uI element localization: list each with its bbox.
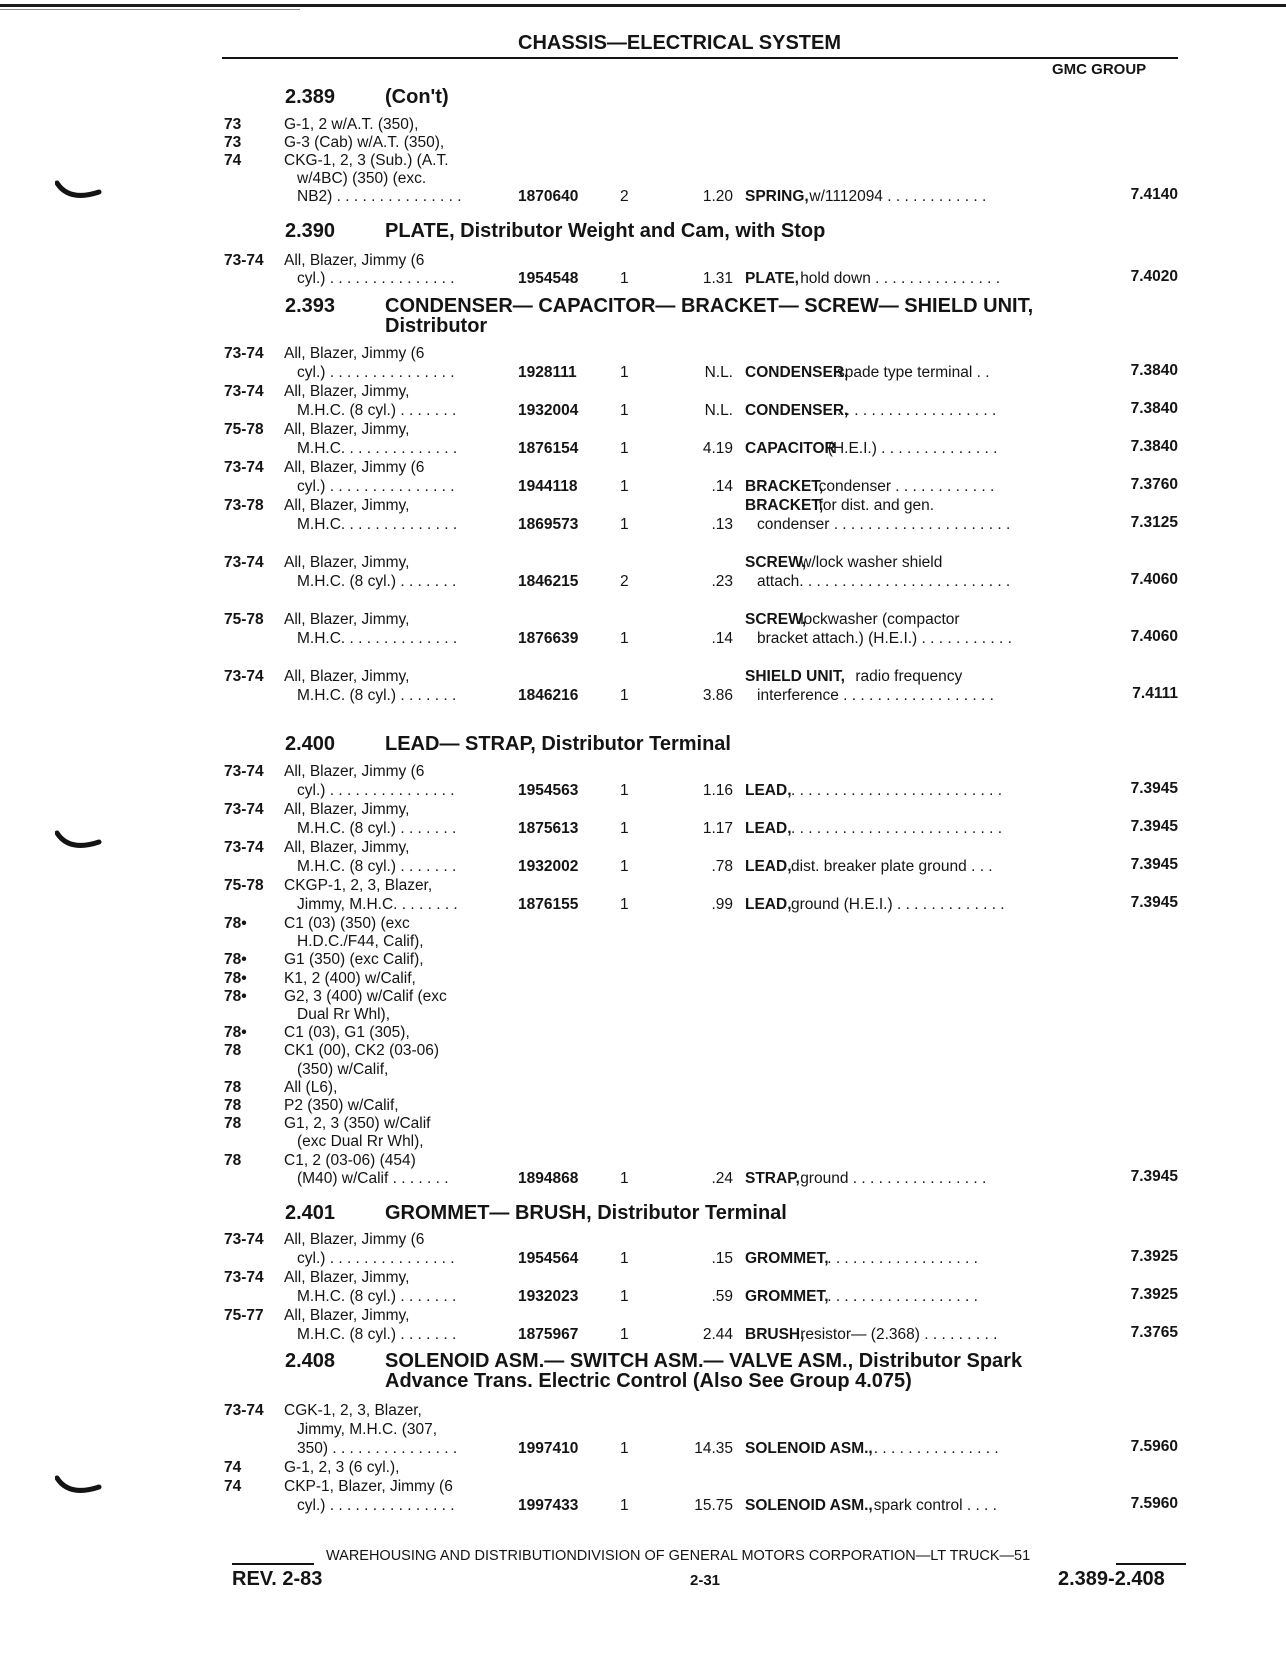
model-year: 73 <box>224 134 242 151</box>
model-year: 73-74 <box>224 1402 264 1419</box>
application-text: All, Blazer, Jimmy, <box>284 497 410 514</box>
application-text: All, Blazer, Jimmy (6 <box>284 252 425 269</box>
part-number: 1875613 <box>518 820 579 837</box>
application-text: All, Blazer, Jimmy (6 <box>284 763 425 780</box>
quantity: 1 <box>620 896 629 913</box>
quantity: 1 <box>620 440 629 457</box>
model-year: 73-74 <box>224 554 264 571</box>
reference-number: 7.3840 <box>1130 400 1178 417</box>
model-year: 73-74 <box>224 801 264 818</box>
part-number: 1876639 <box>518 630 579 647</box>
description-text: resistor— (2.368) . . . . . . . . . <box>800 1326 998 1343</box>
section-number: 2.393 <box>285 295 336 317</box>
quantity: 1 <box>620 1497 629 1514</box>
binding-mark <box>55 180 103 202</box>
reference-number: 7.3925 <box>1130 1286 1178 1303</box>
model-year: 78• <box>224 987 247 1005</box>
reference-number: 7.5960 <box>1130 1495 1178 1512</box>
model-year: 78 <box>224 1042 242 1060</box>
part-number: 1954563 <box>518 782 579 799</box>
description-text: spark control . . . . <box>873 1497 997 1514</box>
application-text: w/4BC) (350) (exc. <box>297 170 427 187</box>
application-text: 350) . . . . . . . . . . . . . . . <box>297 1440 458 1457</box>
application-text: All, Blazer, Jimmy, <box>284 611 410 628</box>
description-bold: CAPACITOR <box>745 440 836 457</box>
revision-label: REV. 2-83 <box>232 1568 323 1590</box>
description-bold: SCREW, <box>745 611 807 628</box>
part-number: 1928111 <box>518 364 577 381</box>
model-year: 78• <box>224 969 247 987</box>
application-text: CK1 (00), CK2 (03-06) <box>284 1042 440 1060</box>
application-text: All, Blazer, Jimmy, <box>284 1307 410 1324</box>
model-year: 73 <box>224 116 242 133</box>
list-price: .15 <box>711 1250 733 1267</box>
application-text: All, Blazer, Jimmy (6 <box>284 1231 425 1248</box>
model-year: 74 <box>224 152 242 169</box>
list-price: 14.35 <box>694 1440 733 1457</box>
quantity: 1 <box>620 478 629 495</box>
reference-number: 7.3945 <box>1130 894 1178 911</box>
application-text: All, Blazer, Jimmy, <box>284 801 410 818</box>
application-text: All, Blazer, Jimmy, <box>284 383 410 400</box>
quantity: 1 <box>620 402 629 419</box>
model-year: 78• <box>224 951 247 969</box>
application-text: M.H.C. . . . . . . . . . . . . . <box>297 516 458 533</box>
description-bold: LEAD, <box>745 858 792 875</box>
section-title: GROMMET— BRUSH, Distributor Terminal <box>385 1202 787 1224</box>
description-text-cont: condenser . . . . . . . . . . . . . . . . . . . . . <box>757 516 1011 533</box>
description-text: w/1112094 . . . . . . . . . . . . <box>809 188 987 205</box>
section-number: 2.390 <box>285 220 336 242</box>
section-number: 2.400 <box>285 733 336 755</box>
quantity: 1 <box>620 782 629 799</box>
model-year: 73-74 <box>224 668 264 685</box>
description-text: . . . . . . . . . . . . . . . . . . . . . . . . . <box>791 782 1003 799</box>
list-price: 4.19 <box>702 440 733 457</box>
application-text: Dual Rr Whl), <box>297 1006 391 1023</box>
application-text: K1, 2 (400) w/Calif, <box>284 969 416 987</box>
reference-number: 7.4060 <box>1130 628 1178 645</box>
scan-edge-rule <box>0 4 1286 7</box>
reference-number: 7.4140 <box>1130 186 1178 203</box>
description-text: ground (H.E.I.) . . . . . . . . . . . . . <box>791 896 1005 913</box>
group-range: 2.389-2.408 <box>1058 1568 1165 1590</box>
quantity: 1 <box>620 1169 629 1187</box>
description-text-cont: bracket attach.) (H.E.I.) . . . . . . . . . . . <box>757 630 1012 647</box>
reference-number: 7.4111 <box>1132 685 1178 702</box>
application-text: M.H.C. . . . . . . . . . . . . . <box>297 440 458 457</box>
application-text: cyl.) . . . . . . . . . . . . . . . <box>297 364 455 381</box>
reference-number: 7.3840 <box>1130 438 1178 455</box>
description-bold: BRACKET, <box>745 478 824 495</box>
description-text: . . . . . . . . . . . . . . . . . . . <box>818 1250 978 1267</box>
application-text: G-3 (Cab) w/A.T. (350), <box>284 134 445 151</box>
application-text: CGK-1, 2, 3, Blazer, <box>284 1402 422 1419</box>
model-year: 78 <box>224 1151 242 1169</box>
application-text: All, Blazer, Jimmy, <box>284 1269 410 1286</box>
application-text: G-1, 2, 3 (6 cyl.), <box>284 1459 400 1476</box>
list-price: .78 <box>711 858 733 875</box>
quantity: 1 <box>620 630 629 647</box>
application-text: cyl.) . . . . . . . . . . . . . . . <box>297 782 455 799</box>
quantity: 1 <box>620 858 629 875</box>
part-number: 1944118 <box>518 478 578 495</box>
application-text: CKG-1, 2, 3 (Sub.) (A.T. <box>284 152 449 169</box>
model-year: 78 <box>224 1097 242 1114</box>
application-text: All, Blazer, Jimmy, <box>284 554 410 571</box>
description-bold: CONDENSER, <box>745 364 849 381</box>
model-year: 73-74 <box>224 345 264 362</box>
application-text: M.H.C. (8 cyl.) . . . . . . . <box>297 1288 457 1305</box>
application-text: NB2) . . . . . . . . . . . . . . . <box>297 188 462 205</box>
application-text: G1, 2, 3 (350) w/Calif <box>284 1115 431 1133</box>
part-number: 1876154 <box>518 440 579 457</box>
description-bold: LEAD, <box>745 782 792 799</box>
quantity: 1 <box>620 1288 629 1305</box>
model-year: 78 <box>224 1115 242 1133</box>
model-year: 78• <box>224 1024 247 1042</box>
model-year: 73-74 <box>224 252 264 269</box>
application-text: Jimmy, M.H.C. (307, <box>297 1421 438 1438</box>
quantity: 1 <box>620 516 629 533</box>
description-bold: GROMMET, <box>745 1250 829 1267</box>
quantity: 1 <box>620 820 629 837</box>
quantity: 1 <box>620 270 629 287</box>
part-number: 1932004 <box>518 402 579 419</box>
reference-number: 7.3125 <box>1130 514 1178 531</box>
application-text: G-1, 2 w/A.T. (350), <box>284 116 419 133</box>
reference-number: 7.5960 <box>1130 1438 1178 1455</box>
description-bold: LEAD, <box>745 820 792 837</box>
description-bold: SOLENOID ASM., <box>745 1440 873 1457</box>
reference-number: 7.4020 <box>1130 268 1178 285</box>
application-text: cyl.) . . . . . . . . . . . . . . . <box>297 270 455 287</box>
quantity: 1 <box>620 687 629 704</box>
application-text: cyl.) . . . . . . . . . . . . . . . <box>297 1250 455 1267</box>
binding-mark <box>55 830 103 852</box>
description-text-cont: interference . . . . . . . . . . . . . . . . . . <box>757 687 994 704</box>
application-text: M.H.C. (8 cyl.) . . . . . . . <box>297 573 457 590</box>
description-text: spade type terminal . . <box>837 364 990 381</box>
part-number: 1932002 <box>518 858 579 875</box>
description-text: (H.E.I.) . . . . . . . . . . . . . . <box>827 440 998 457</box>
list-price: .14 <box>711 478 733 495</box>
description-text: . . . . . . . . . . . . . . . . . . . <box>818 1288 978 1305</box>
application-text: All, Blazer, Jimmy (6 <box>284 459 425 476</box>
section-title: (Con't) <box>385 86 449 108</box>
reference-number: 7.3840 <box>1130 362 1178 379</box>
part-number: 1846215 <box>518 573 579 590</box>
application-text: cyl.) . . . . . . . . . . . . . . . <box>297 1497 455 1514</box>
model-year: 73-74 <box>224 459 264 476</box>
quantity: 1 <box>620 364 629 381</box>
quantity: 1 <box>620 1326 629 1343</box>
list-price: 3.86 <box>702 687 733 704</box>
list-price: 1.20 <box>702 188 733 205</box>
section-title: CONDENSER— CAPACITOR— BRACKET— SCREW— SHIELD UNIT, <box>385 295 1034 317</box>
list-price: N.L. <box>704 364 733 381</box>
list-price: .59 <box>711 1288 733 1305</box>
list-price: .24 <box>711 1169 733 1187</box>
binding-mark <box>55 1475 103 1497</box>
description-bold: CONDENSER, <box>745 402 849 419</box>
model-year: 73-74 <box>224 1231 264 1248</box>
section-title-cont: Distributor <box>385 315 488 337</box>
model-year: 73-74 <box>224 839 264 856</box>
part-number: 1869573 <box>518 516 579 533</box>
quantity: 1 <box>620 1440 629 1457</box>
application-text: M.H.C. (8 cyl.) . . . . . . . <box>297 402 457 419</box>
group-label: GMC GROUP <box>1052 61 1147 78</box>
description-text: . . . . . . . . . . . . . . . . . . . . . . . . . <box>791 820 1003 837</box>
application-text: All, Blazer, Jimmy, <box>284 421 410 438</box>
description-bold: SPRING, <box>745 188 809 205</box>
part-number: 1894868 <box>518 1169 579 1187</box>
header-rule <box>222 57 1178 59</box>
application-text: (350) w/Calif, <box>297 1060 389 1078</box>
list-price: .13 <box>711 516 733 533</box>
description-text: dist. breaker plate ground . . . <box>791 858 993 875</box>
list-price: .14 <box>711 630 733 647</box>
model-year: 75-78 <box>224 421 264 438</box>
reference-number: 7.3945 <box>1130 1167 1178 1185</box>
description-text: . . . . . . . . . . . . . . . . . . . <box>837 402 997 419</box>
reference-number: 7.3945 <box>1130 780 1178 797</box>
application-text: C1 (03), G1 (305), <box>284 1024 410 1042</box>
description-text-cont: attach. . . . . . . . . . . . . . . . . . . . . . . . . <box>757 573 1011 590</box>
section-number: 2.408 <box>285 1350 336 1372</box>
scan-edge-rule-thin <box>0 9 300 10</box>
description-bold: BRUSH, <box>745 1326 805 1343</box>
part-number: 1997410 <box>518 1440 579 1457</box>
description-bold: PLATE, <box>745 270 799 287</box>
reference-number: 7.3760 <box>1130 476 1178 493</box>
model-year: 75-77 <box>224 1307 264 1324</box>
page-number: 2-31 <box>690 1572 721 1589</box>
application-text: (exc Dual Rr Whl), <box>297 1133 424 1151</box>
part-number: 1875967 <box>518 1326 579 1343</box>
application-text: Jimmy, M.H.C. . . . . . . . <box>297 896 458 913</box>
description-text: lockwasher (compactor <box>800 611 960 628</box>
list-price: 2.44 <box>702 1326 733 1343</box>
application-text: All, Blazer, Jimmy (6 <box>284 345 425 362</box>
section-number: 2.401 <box>285 1202 336 1224</box>
list-price: 15.75 <box>694 1497 733 1514</box>
model-year: 74 <box>224 1459 242 1476</box>
page-title: CHASSIS—ELECTRICAL SYSTEM <box>518 32 841 54</box>
part-number: 1870640 <box>518 188 579 205</box>
application-text: C1 (03) (350) (exc <box>284 915 410 932</box>
description-bold: STRAP, <box>745 1169 800 1187</box>
list-price: N.L. <box>704 402 733 419</box>
description-text: hold down . . . . . . . . . . . . . . . <box>800 270 1001 287</box>
model-year: 73-74 <box>224 763 264 780</box>
list-price: .23 <box>711 573 733 590</box>
list-price: 1.17 <box>702 820 733 837</box>
description-text: w/lock washer shield <box>800 554 943 571</box>
application-text: (M40) w/Calif . . . . . . . <box>297 1169 449 1187</box>
section-title: LEAD— STRAP, Distributor Terminal <box>385 733 731 755</box>
application-text: cyl.) . . . . . . . . . . . . . . . <box>297 478 455 495</box>
part-number: 1954564 <box>518 1250 579 1267</box>
application-text: All, Blazer, Jimmy, <box>284 839 410 856</box>
part-number: 1846216 <box>518 687 579 704</box>
description-text: ground . . . . . . . . . . . . . . . . <box>800 1169 987 1187</box>
quantity: 1 <box>620 1250 629 1267</box>
model-year: 74 <box>224 1478 242 1495</box>
application-text: M.H.C. (8 cyl.) . . . . . . . <box>297 687 457 704</box>
application-text: G1 (350) (exc Calif), <box>284 951 424 969</box>
footer-rule-left <box>232 1563 314 1565</box>
application-text: All (L6), <box>284 1078 338 1096</box>
model-year: 73-78 <box>224 497 264 514</box>
application-text: C1, 2 (03-06) (454) <box>284 1151 416 1169</box>
application-text: H.D.C./F44, Calif), <box>297 933 424 951</box>
quantity: 2 <box>620 188 629 205</box>
description-text: radio frequency <box>855 668 963 685</box>
reference-number: 7.3945 <box>1130 818 1178 835</box>
part-number: 1997433 <box>518 1497 579 1514</box>
description-bold: SOLENOID ASM., <box>745 1497 873 1514</box>
application-text: CKGP-1, 2, 3, Blazer, <box>284 877 433 894</box>
description-bold: LEAD, <box>745 896 792 913</box>
model-year: 75-78 <box>224 611 264 628</box>
list-price: .99 <box>711 896 733 913</box>
section-number: 2.389 <box>285 86 336 108</box>
application-text: P2 (350) w/Calif, <box>284 1097 399 1114</box>
application-text: M.H.C. (8 cyl.) . . . . . . . <box>297 1326 457 1343</box>
model-year: 75-78 <box>224 877 264 894</box>
model-year: 73-74 <box>224 383 264 400</box>
footer-rule-right <box>1116 1563 1186 1565</box>
reference-number: 7.3925 <box>1130 1248 1178 1265</box>
description-text: for dist. and gen. <box>818 497 935 514</box>
part-number: 1876155 <box>518 896 579 913</box>
description-bold: SCREW, <box>745 554 807 571</box>
model-year: 73-74 <box>224 1269 264 1286</box>
description-bold: GROMMET, <box>745 1288 829 1305</box>
application-text: M.H.C. . . . . . . . . . . . . . <box>297 630 458 647</box>
application-text: All, Blazer, Jimmy, <box>284 668 410 685</box>
reference-number: 7.3945 <box>1130 856 1178 873</box>
section-title: SOLENOID ASM.— SWITCH ASM.— VALVE ASM., Distributor Spark <box>385 1350 1023 1372</box>
list-price: 1.16 <box>702 782 733 799</box>
section-title: PLATE, Distributor Weight and Cam, with Stop <box>385 220 826 242</box>
reference-number: 7.4060 <box>1130 571 1178 588</box>
application-text: M.H.C. (8 cyl.) . . . . . . . <box>297 820 457 837</box>
reference-number: 7.3765 <box>1130 1324 1178 1341</box>
model-year: 78• <box>224 915 247 932</box>
description-text: . . . . . . . . . . . . . . . <box>873 1440 999 1457</box>
application-text: CKP-1, Blazer, Jimmy (6 <box>284 1478 453 1495</box>
description-bold: SHIELD UNIT, <box>745 668 845 685</box>
footer-notice: WAREHOUSING AND DISTRIBUTIONDIVISION OF GENERAL MOTORS CORPORATION—LT TRUCK—51 <box>326 1548 1031 1564</box>
part-number: 1932023 <box>518 1288 579 1305</box>
application-text: G2, 3 (400) w/Calif (exc <box>284 987 447 1005</box>
description-bold: BRACKET, <box>745 497 824 514</box>
section-title-cont: Advance Trans. Electric Control (Also See Group 4.075) <box>385 1370 912 1392</box>
model-year: 78 <box>224 1078 242 1096</box>
list-price: 1.31 <box>702 270 733 287</box>
description-text: condenser . . . . . . . . . . . . <box>818 478 995 495</box>
application-text: M.H.C. (8 cyl.) . . . . . . . <box>297 858 457 875</box>
part-number: 1954548 <box>518 270 579 287</box>
quantity: 2 <box>620 573 629 590</box>
